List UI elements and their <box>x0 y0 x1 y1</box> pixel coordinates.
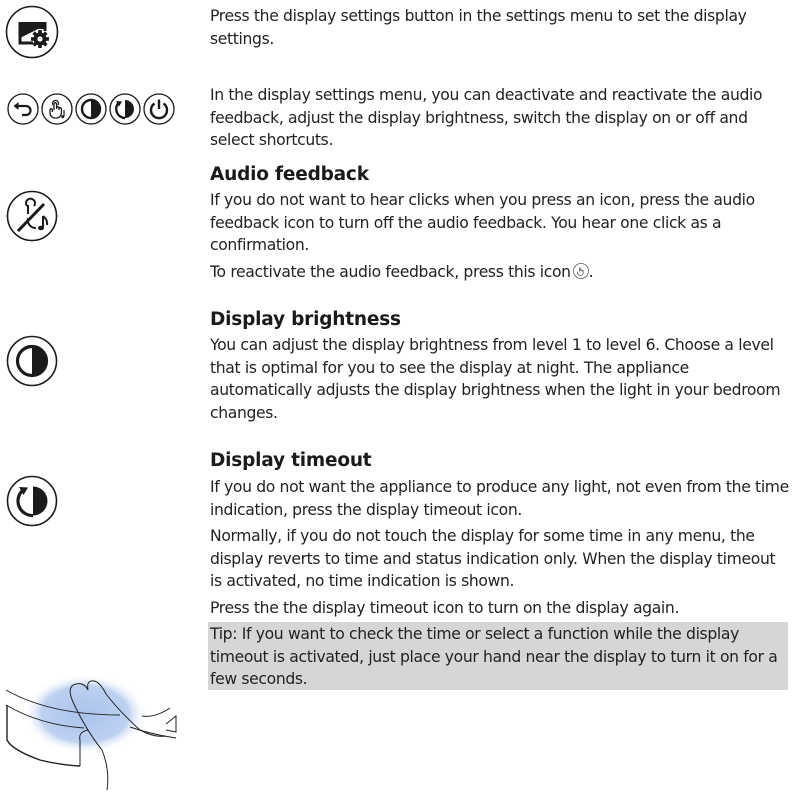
audio-feedback-inline-icon <box>573 263 589 279</box>
section-heading-audio-feedback: Audio feedback <box>210 164 369 185</box>
hand-near-display-illustration <box>0 660 185 810</box>
audio-feedback-paragraph-2-end: . <box>588 263 594 281</box>
menu-text: In the display settings menu, you can deactivate and reactivate the audio feedback, adjust the display brightness, switch the display on or off and select shortcuts. <box>210 86 763 149</box>
display-timeout-paragraph-3: Press the the display timeout icon to turn on the display again. <box>210 599 680 617</box>
section-heading-display-timeout: Display timeout <box>210 450 372 471</box>
power-icon <box>143 93 175 125</box>
tip-text: Tip: If you want to check the time or select a function while the display timeout is activated, just place your hand near the display to turn it on for a few seconds. <box>210 625 778 688</box>
audio-feedback-off-icon <box>6 190 58 242</box>
brightness-icon <box>6 335 58 387</box>
display-settings-icon <box>5 5 59 59</box>
audio-feedback-icon <box>41 93 73 125</box>
intro-text: Press the display settings button in the settings menu to set the display settings. <box>210 7 747 48</box>
display-timeout-icon <box>6 475 58 527</box>
brightness-icon <box>75 93 107 125</box>
display-timeout-paragraph-1: If you do not want the appliance to produce any light, not even from the time indication, press the display timeout icon. <box>210 478 789 519</box>
back-icon <box>7 93 39 125</box>
audio-feedback-paragraph-1: If you do not want to hear clicks when you press an icon, press the audio feedback icon to turn off the audio feedback. You hear one click as a confirmation. <box>210 191 755 254</box>
display-timeout-paragraph-2: Normally, if you do not touch the display for some time in any menu, the display reverts to time and status indication only. When the display timeout is activated, no time indication is shown. <box>210 527 776 590</box>
tip-box <box>208 622 788 690</box>
audio-feedback-paragraph-2-text: To reactivate the audio feedback, press this icon <box>210 263 571 281</box>
display-timeout-icon <box>109 93 141 125</box>
section-heading-display-brightness: Display brightness <box>210 309 401 330</box>
audio-feedback-paragraph-2 <box>210 261 790 284</box>
display-brightness-paragraph-1: You can adjust the display brightness from level 1 to level 6. Choose a level that is optimal for you to see the display at night. The appliance automatically adjusts the display brightness when the light in your bedroom changes. <box>210 336 781 422</box>
